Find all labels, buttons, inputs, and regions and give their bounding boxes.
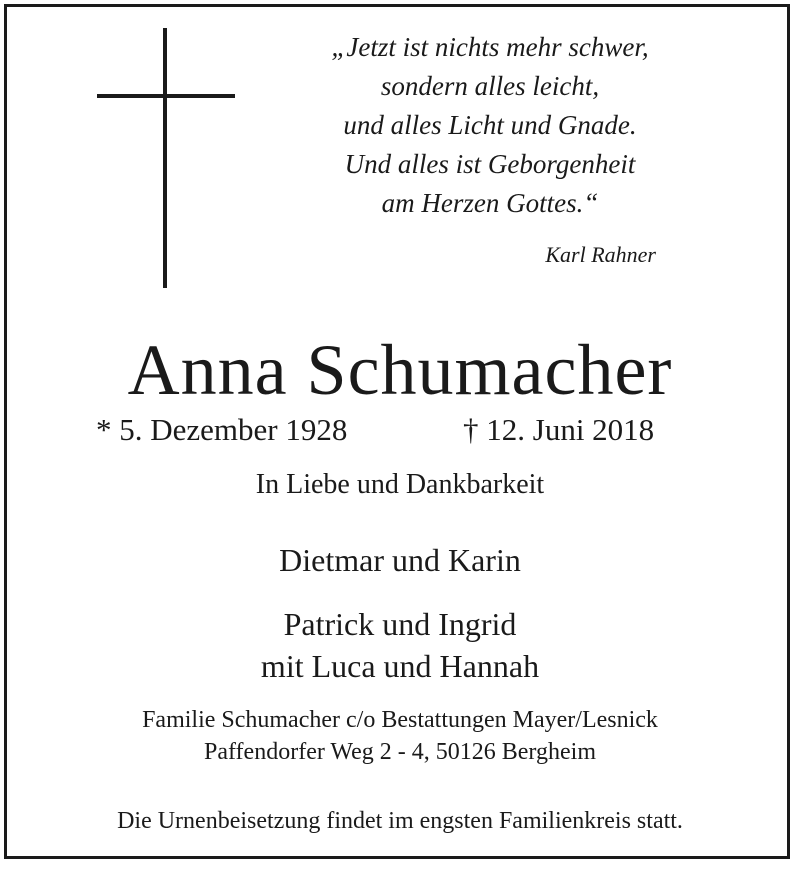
- quote-line: „Jetzt ist nichts mehr schwer,: [331, 32, 649, 62]
- cross-horizontal-bar: [97, 94, 235, 98]
- mourner-line: mit Luca und Hannah: [260, 648, 540, 684]
- contact-address-line: Paffendorfer Weg 2 - 4, 50126 Bergheim: [204, 739, 596, 765]
- quote-block: [270, 28, 710, 223]
- contact-address-line: Familie Schumacher c/o Bestattungen Mayer/Lesnick: [142, 707, 658, 733]
- dedication-text: In Liebe und Dankbarkeit: [255, 469, 545, 500]
- mourner-line: Patrick und Ingrid: [283, 606, 517, 642]
- quote-line: und alles Licht und Gnade.: [343, 110, 637, 140]
- quote-author: Karl Rahner: [545, 242, 656, 267]
- deceased-name: Anna Schumacher: [127, 330, 673, 410]
- quote-line: sondern alles leicht,: [380, 71, 600, 101]
- burial-notice: Die Urnenbeisetzung findet im engsten Familienkreis statt.: [117, 808, 683, 834]
- cross-vertical-bar: [163, 28, 167, 288]
- death-date: † 12. Juni 2018: [463, 412, 655, 447]
- quote-line: Und alles ist Geborgenheit: [344, 149, 636, 179]
- quote-line: am Herzen Gottes.“: [381, 188, 599, 218]
- mourner-line: Dietmar und Karin: [279, 542, 521, 578]
- birth-date: * 5. Dezember 1928: [96, 412, 348, 447]
